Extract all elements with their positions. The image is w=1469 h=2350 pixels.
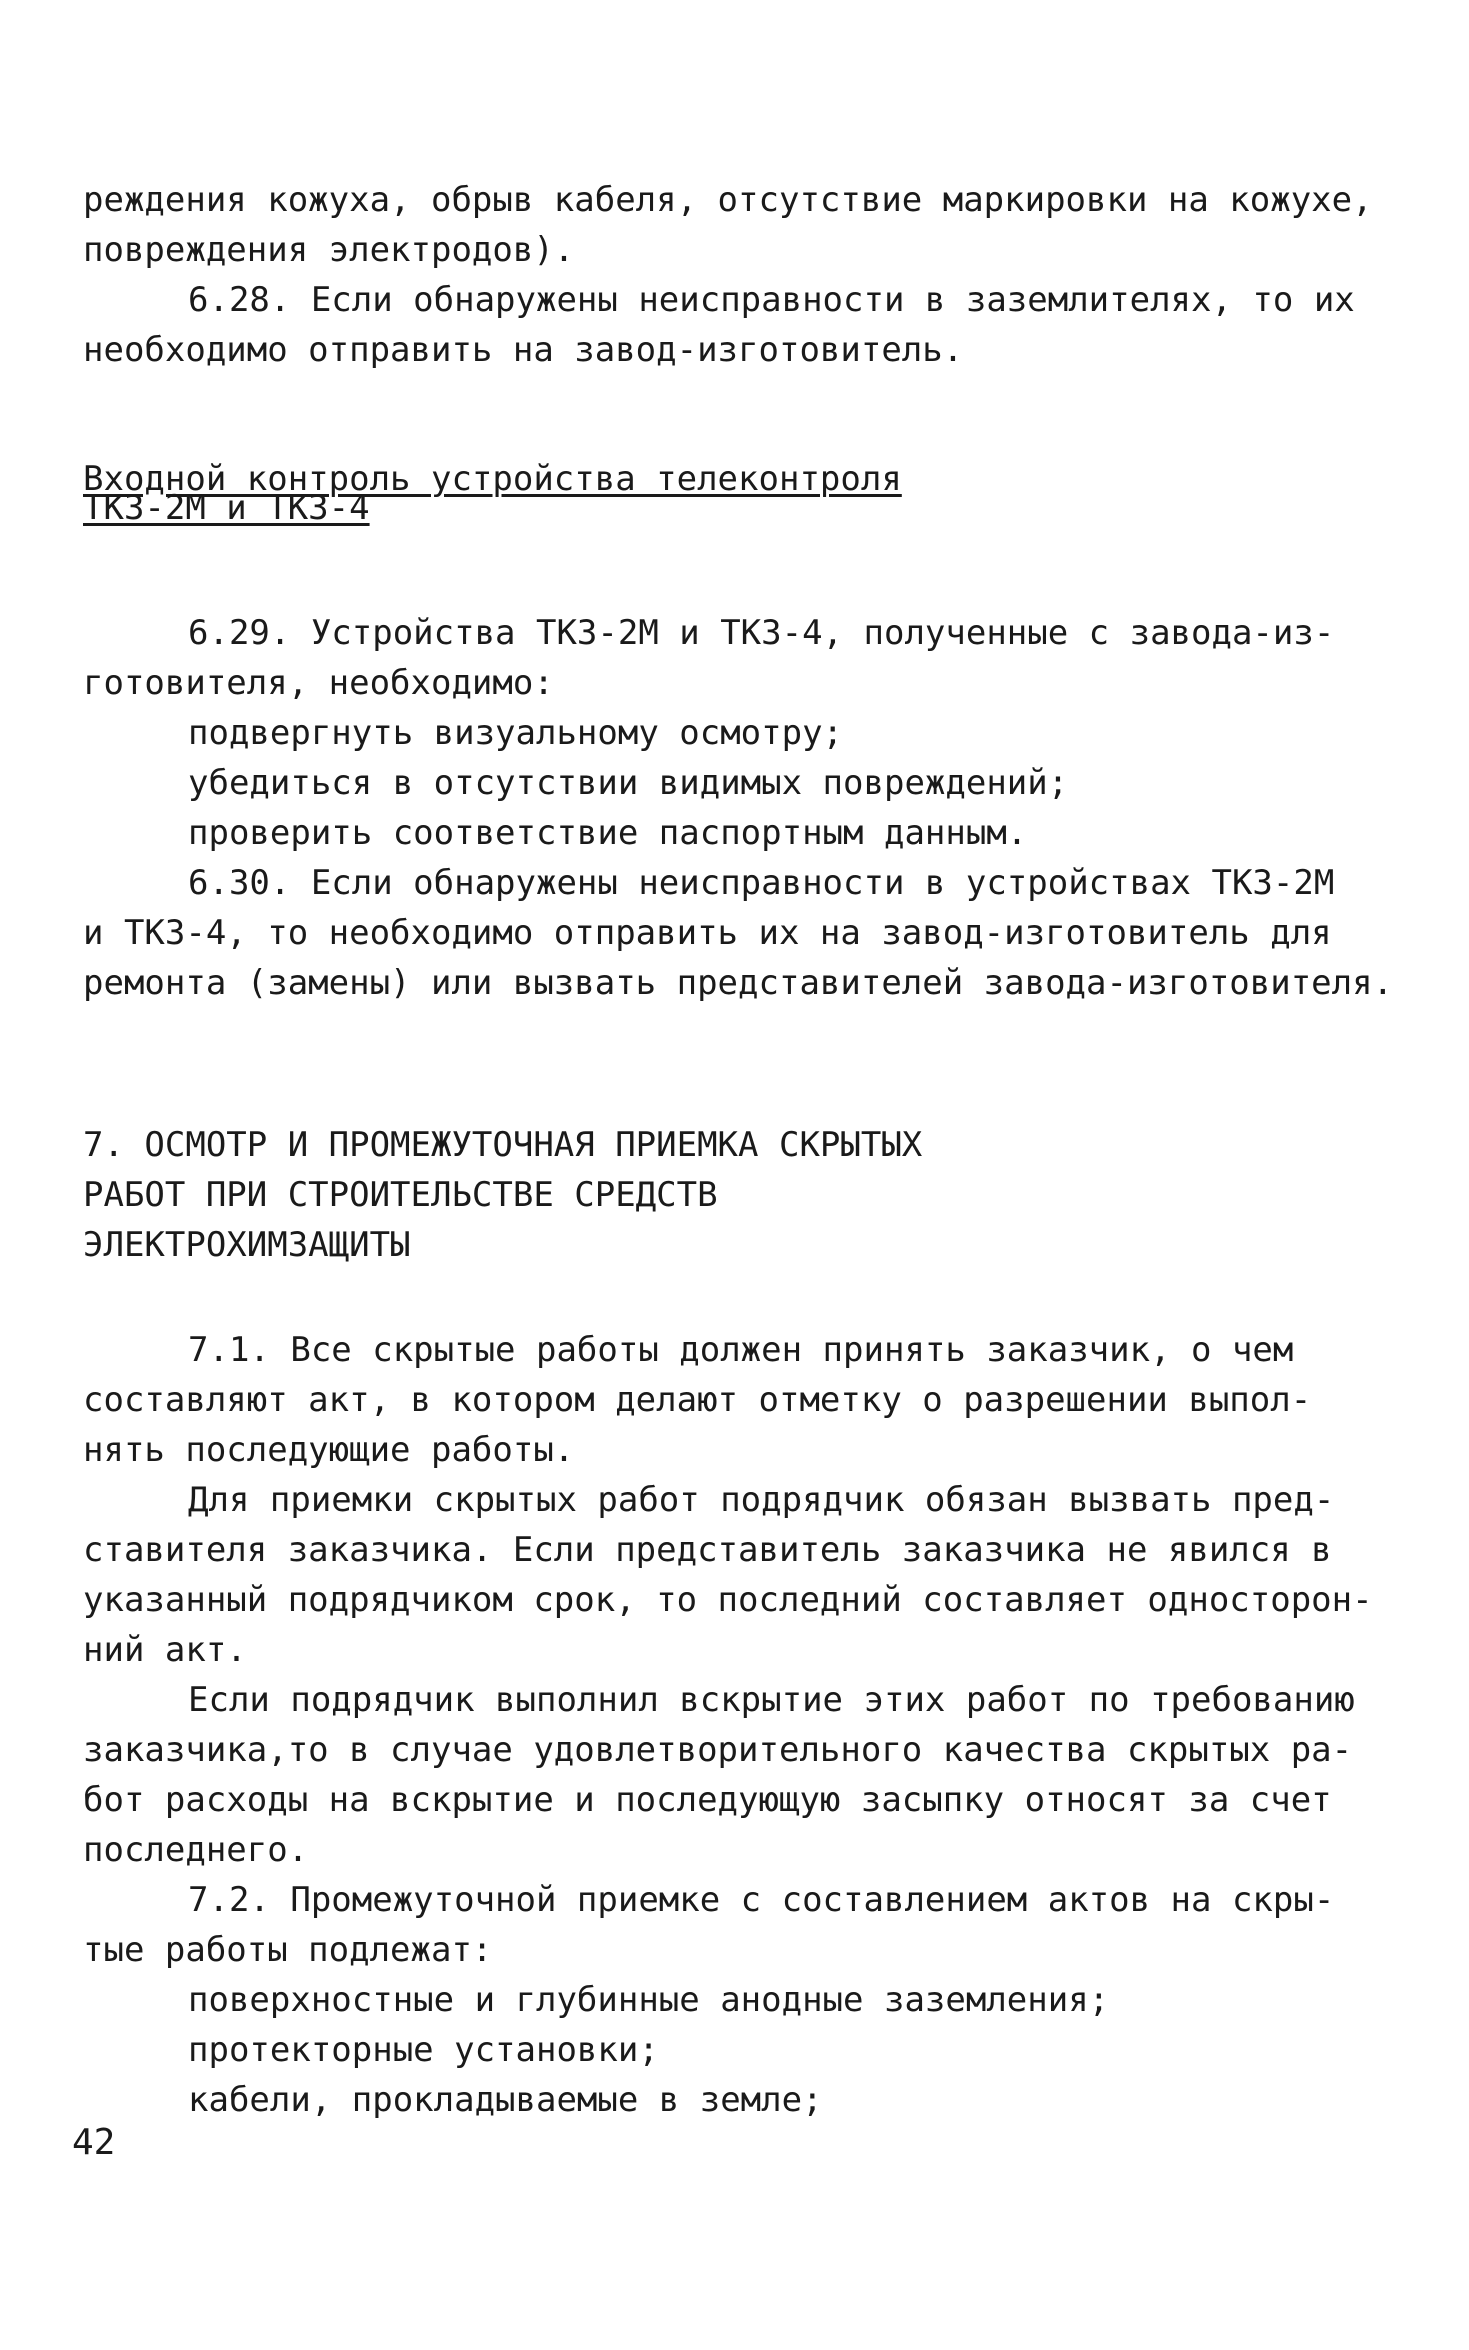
- subheading: Входной контроль устройства телеконтроля: [83, 459, 902, 499]
- text-line: составляют акт, в котором делают отметку о разрешении выпол-: [83, 1380, 1312, 1420]
- text-line: реждения кожуха, обрыв кабеля, отсутствие маркировки на кожухе,: [83, 180, 1373, 220]
- text-line: готовителя, необходимо:: [83, 663, 554, 703]
- list-item: подвергнуть визуальному осмотру;: [188, 713, 844, 753]
- section-title: 7. ОСМОТР И ПРОМЕЖУТОЧНАЯ ПРИЕМКА СКРЫТЫХ: [83, 1125, 923, 1165]
- section-title: ЭЛЕКТРОХИМЗАЩИТЫ: [83, 1225, 411, 1265]
- subheading: ТКЗ-2М и ТКЗ-4: [83, 488, 370, 528]
- list-item: убедиться в отсутствии видимых повреждений;: [188, 763, 1069, 803]
- paragraph: Если подрядчик выполнил вскрытие этих работ по требованию: [188, 1680, 1355, 1720]
- paragraph-7-2: 7.2. Промежуточной приемке с составлением актов на скры-: [188, 1880, 1335, 1920]
- text-line: бот расходы на вскрытие и последующую засыпку относят за счет: [83, 1780, 1332, 1820]
- text-line: и ТКЗ-4, то необходимо отправить их на завод-изготовитель для: [83, 913, 1332, 953]
- section-title: РАБОТ ПРИ СТРОИТЕЛЬСТВЕ СРЕДСТВ: [83, 1175, 718, 1215]
- page-number: 42: [72, 2122, 116, 2163]
- list-item: поверхностные и глубинные анодные заземления;: [188, 1980, 1110, 2020]
- text-line: ремонта (замены) или вызвать представителей завода-изготовителя.: [83, 963, 1394, 1003]
- list-item: кабели, прокладываемые в земле;: [188, 2080, 823, 2120]
- list-item: проверить соответствие паспортным данным.: [188, 813, 1028, 853]
- text-line: повреждения электродов).: [83, 230, 575, 270]
- text-line: ставителя заказчика. Если представитель заказчика не явился в: [83, 1530, 1332, 1570]
- text-line: нять последующие работы.: [83, 1430, 575, 1470]
- text-line: необходимо отправить на завод-изготовитель.: [83, 330, 964, 370]
- paragraph-6-30: 6.30. Если обнаружены неисправности в устройствах ТКЗ-2М: [188, 863, 1335, 903]
- text-line: указанный подрядчиком срок, то последний составляет односторон-: [83, 1580, 1373, 1620]
- text-line: заказчика,то в случае удовлетворительного качества скрытых ра-: [83, 1730, 1353, 1770]
- paragraph: Для приемки скрытых работ подрядчик обязан вызвать пред-: [188, 1480, 1335, 1520]
- paragraph-6-28: 6.28. Если обнаружены неисправности в заземлителях, то их: [188, 280, 1355, 320]
- text-line: тые работы подлежат:: [83, 1930, 493, 1970]
- paragraph-7-1: 7.1. Все скрытые работы должен принять заказчик, о чем: [188, 1330, 1294, 1370]
- text-line: последнего.: [83, 1830, 309, 1870]
- list-item: протекторные установки;: [188, 2030, 659, 2070]
- paragraph-6-29: 6.29. Устройства ТКЗ-2М и ТКЗ-4, полученные с завода-из-: [188, 613, 1335, 653]
- text-line: ний акт.: [83, 1630, 247, 1670]
